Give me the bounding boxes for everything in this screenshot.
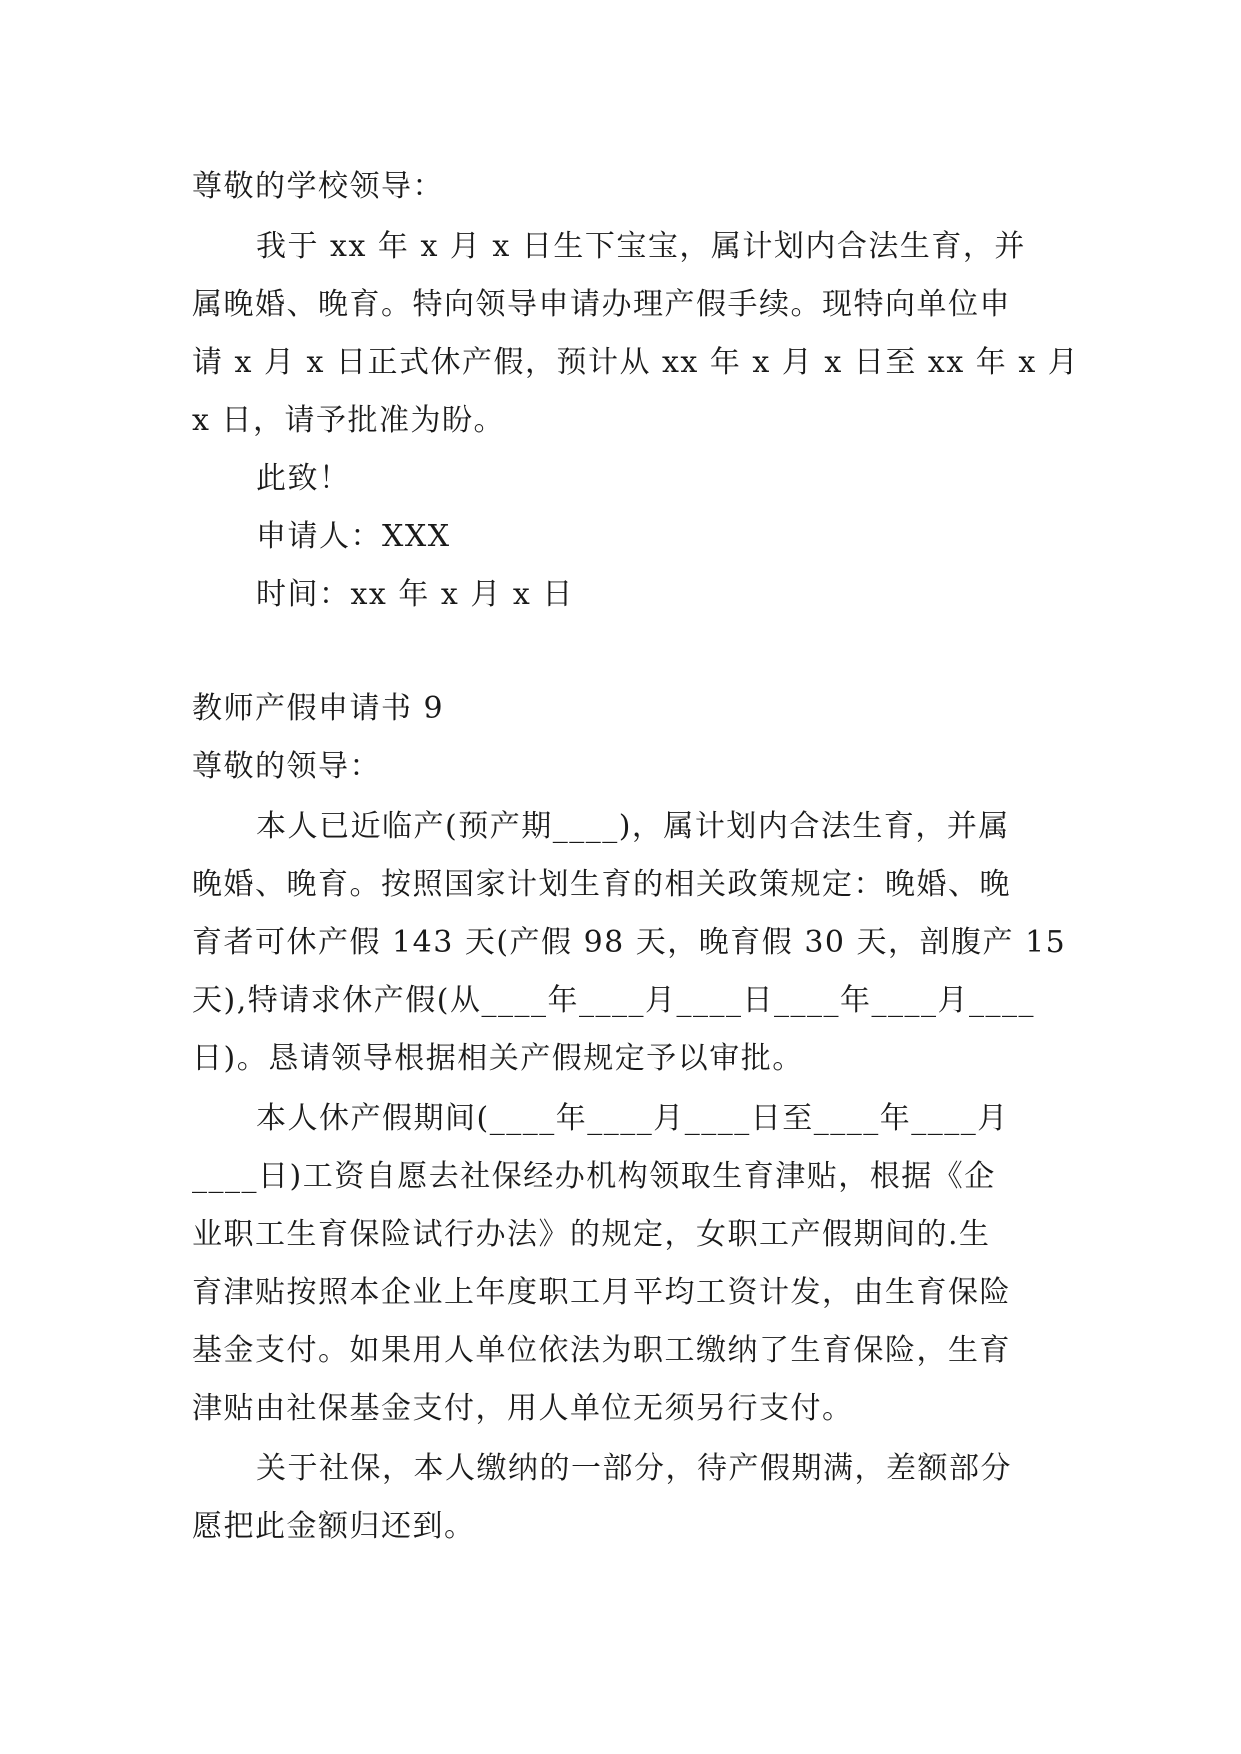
letter2-para1-line-3: 育者可休产假 143 天(产假 98 天，晚育假 30 天，剖腹产 15 <box>192 925 1067 960</box>
letter2-para2-line-5: 基金支付。如果用人单位依法为职工缴纳了生育保险，生育 <box>192 1333 1011 1368</box>
letter1-body-line-2: 属晚婚、晚育。特向领导申请办理产假手续。现特向单位申 <box>192 287 1011 322</box>
letter1-greeting: 尊敬的学校领导： <box>192 169 444 204</box>
letter2-para2-line-6: 津贴由社保基金支付，用人单位无须另行支付。 <box>192 1391 854 1426</box>
letter2-para1-line-4: 天),特请求休产假(从____年____月____日____年____月____ <box>192 983 1035 1018</box>
letter2-para2-line-3: 业职工生育保险试行办法》的规定，女职工产假期间的.生 <box>192 1217 991 1252</box>
letter2-greeting: 尊敬的领导： <box>192 749 381 784</box>
letter1-body-line-3: 请 x 月 x 日正式休产假，预计从 xx 年 x 月 x 日至 xx 年 x 月 <box>192 345 1080 380</box>
letter2-para2-line-2: ____日)工资自愿去社保经办机构领取生育津贴，根据《企 <box>192 1159 996 1194</box>
letter1-body-line-1: 我于 xx 年 x 月 x 日生下宝宝，属计划内合法生育，并 <box>256 229 1026 264</box>
letter2-para1-line-2: 晚婚、晚育。按照国家计划生育的相关政策规定：晚婚、晚 <box>192 867 1011 902</box>
letter2-para1-line-5: 日)。恳请领导根据相关产假规定予以审批。 <box>192 1041 804 1076</box>
letter2-para3-line-1: 关于社保，本人缴纳的一部分，待产假期满，差额部分 <box>256 1451 1012 1486</box>
letter2-title: 教师产假申请书 9 <box>192 691 445 726</box>
letter1-body-line-4: x 日，请予批准为盼。 <box>192 403 505 438</box>
letter1-applicant: 申请人：XXX <box>256 519 451 554</box>
letter2-para2-line-1: 本人休产假期间(____年____月____日至____年____月 <box>256 1101 1009 1136</box>
letter1-date: 时间：xx 年 x 月 x 日 <box>256 577 574 612</box>
letter2-para3-line-2: 愿把此金额归还到。 <box>192 1509 476 1544</box>
letter2-para1-line-1: 本人已近临产(预产期____)，属计划内合法生育，并属 <box>256 809 1010 844</box>
letter1-closing: 此致！ <box>256 461 351 496</box>
letter2-para2-line-4: 育津贴按照本企业上年度职工月平均工资计发，由生育保险 <box>192 1275 1011 1310</box>
